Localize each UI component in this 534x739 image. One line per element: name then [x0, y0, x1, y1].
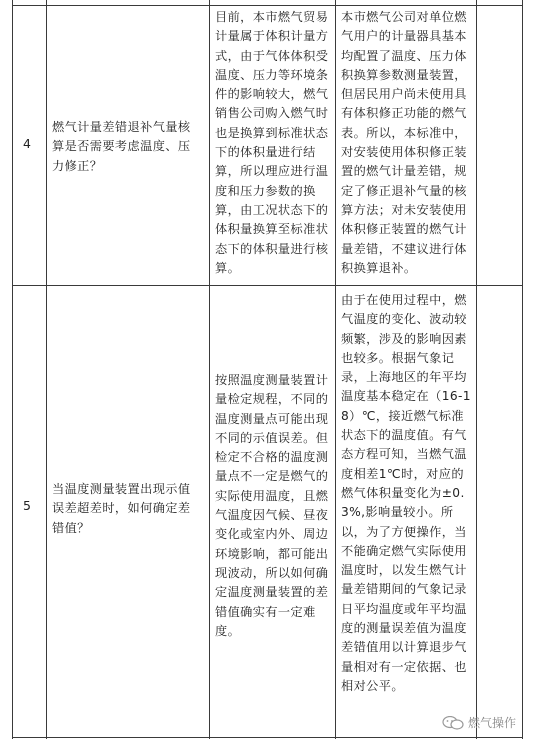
faq-table — [12, 0, 523, 739]
question-cell: 当温度测量装置出现示值误差超差时，如何确定差错值？ — [52, 482, 191, 535]
watermark-text: 燃气操作 — [467, 716, 516, 730]
table-border-right — [522, 0, 523, 739]
answer-cell: 本市燃气公司对单位燃气用户的计量器具基本均配置了温度、压力体积换算参数测量装置，但居民用户尚未使用具有体积修正功能的燃气表。所以，本标准中，对安装使用体积修正装置的燃气计量差错，规定了修正退补气量的核算方法；对未安装使用体积修正装置的燃气计量差错，不建议进行体积换算退补。 — [341, 10, 467, 275]
row-number: 5 — [23, 498, 31, 513]
column-divider — [476, 0, 477, 739]
watermark — [442, 714, 516, 731]
reason-cell: 按照温度测量装置计量检定规程，不同的温度测量点可能出现不同的示值误差。但检定不合格的温度测量点不一定是燃气的实际使用温度，且燃气温度因气候、昼夜变化或室内外、周边环境影响，都可能出现波动，所以如何确定温度测量装置的差错值确实有一定难度。 — [215, 373, 329, 638]
column-divider — [46, 0, 47, 739]
row-number: 4 — [23, 136, 31, 151]
table-border-left — [12, 0, 13, 739]
row-divider — [12, 5, 523, 6]
column-divider — [335, 0, 336, 739]
answer-cell: 由于在使用过程中，燃气温度的变化、波动较频繁，涉及的影响因素也较多。根据气象记录，上海地区的年平均温度基本稳定在（16-18）℃，接近燃气标准状态下的温度值。有气态方程可知，当燃气温度相差1℃时，对应的燃气体积量变化为±0.3%,影响量较小。所以，为了方便操作，当不能确定燃气实际使用温度时，以发生燃气计量差错期间的气象记录日平均温度或年平均温度的测量误差值为温度差错值用以计算退步气量相对有一定依据、也相对公平。 — [341, 293, 471, 693]
column-divider — [209, 0, 210, 739]
row-divider — [12, 285, 523, 286]
question-cell: 燃气计量差错退补气量核算是否需要考虑温度、压力修正？ — [52, 120, 191, 173]
reason-cell: 目前，本市燃气贸易计量属于体积计量方式，由于气体体积受温度、压力等环境条件的影响较大，燃气销售公司购入燃气时也是换算到标准状态下的体积量进行结算，所以理应进行温度和压力参数的换算，由工况状态下的体积量换算至标准状态下的体积量进行核算。 — [215, 10, 329, 275]
table-border-bottom — [12, 737, 523, 738]
wechat-icon — [442, 716, 464, 730]
